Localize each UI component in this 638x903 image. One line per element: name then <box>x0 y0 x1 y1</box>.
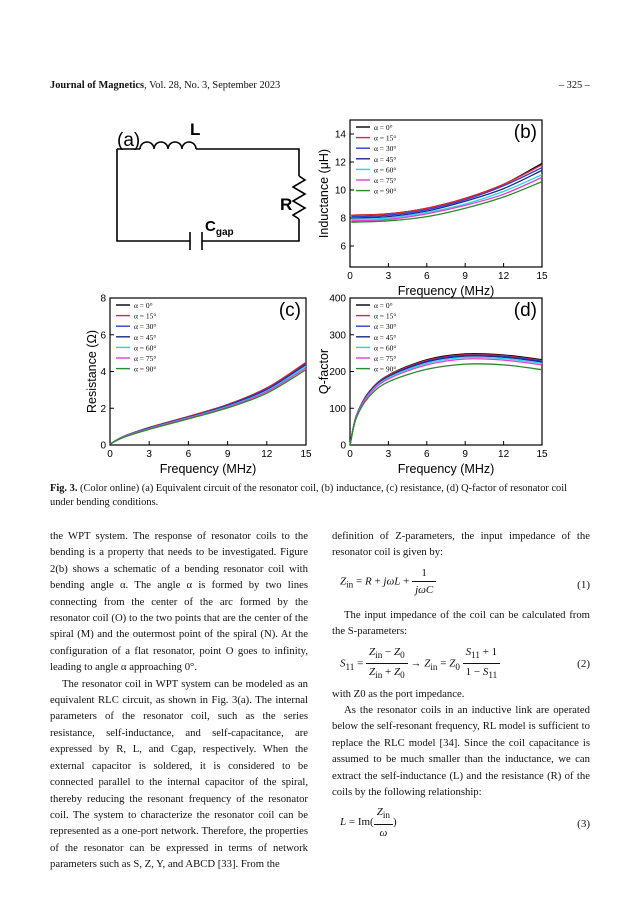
journal-details: , Vol. 28, No. 3, September 2023 <box>144 80 281 91</box>
right-column <box>332 528 590 846</box>
x-tick-label: 12 <box>498 271 510 282</box>
q-factor-panel-tag: (d) <box>513 300 537 321</box>
capacitor-label: $C_{gap}$ <box>205 218 234 238</box>
right-paragraph-4: As the resonator coils in an inductive link are operated below the self-resonant frequency, RL model is sufficient to replace the RLC model [34]. Since the coil capacitance is assumed to be much smaller than the inductance, we can extract the self-inductance (L) and the resistance (R) of the coils by the following relationship: <box>332 704 590 799</box>
figure-caption <box>50 482 590 510</box>
legend-label: α = 90° <box>374 364 397 374</box>
circuit-wire-top-right <box>196 149 299 176</box>
circuit-wire-left <box>117 149 190 241</box>
legend-label: α = 60° <box>374 165 397 175</box>
legend-label: α = 0° <box>374 301 393 310</box>
legend-label: α = 30° <box>374 322 397 332</box>
caption-label: Fig. 3. <box>50 483 78 494</box>
y-tick-label: 2 <box>100 403 106 415</box>
q-factor-series-line <box>350 364 542 445</box>
legend-label: α = 75° <box>134 354 157 363</box>
y-tick-label: 6 <box>340 241 346 253</box>
y-tick-label: 0 <box>340 440 346 452</box>
y-tick-label: 14 <box>334 129 346 141</box>
x-tick-label: 12 <box>261 449 273 460</box>
page-number: – 325 – <box>558 80 590 91</box>
x-tick-label: 15 <box>536 271 548 282</box>
inductance-y-axis-label: Inductance (μH) <box>317 148 331 239</box>
left-column <box>50 528 308 873</box>
resistor-zigzag <box>293 176 305 219</box>
x-tick-label: 9 <box>462 449 468 460</box>
equation-2: $S_{11}$ = $\frac{Z_{in} - Z_0}{Z_{in} + Z_0}$ → $Z_{in} = Z_0$ $\frac{S_{11} + 1}{1 - S_{11}}$ (2) <box>332 640 590 686</box>
legend-label: α = 90° <box>374 186 397 196</box>
right-paragraph-2: The input impedance of the coil can be calculated from the S-parameters: <box>332 608 590 638</box>
x-tick-label: 9 <box>224 449 231 460</box>
y-tick-label: 100 <box>329 403 346 415</box>
q-factor-y-axis-label: Q-factor <box>317 348 331 395</box>
y-tick-label: 4 <box>100 367 106 378</box>
q-factor-x-axis-label: Frequency (MHz) <box>397 462 495 476</box>
equation-1-number: (1) <box>577 578 590 591</box>
x-tick-label: 6 <box>424 449 430 460</box>
left-paragraph-2: The resonator coil in WPT system can be modeled as an equivalent RLC circuit, as shown in Fig. 3(a). The internal parameters of the resonator coil, such as the series resistance, self-inductance, and self-capacitance, are expressed by R, L, and Cgap, respectively. When the external capacitor is soldered, it is considered to be connected parallel to the internal capacitor of the spiral, thereby reducing the resonant frequency of the resonator coil. The system to characterize the resonator coil can be represented as a one-port network. Therefore, the properties of the resonator can be expressed in terms of network parameters such as S, Z, Y, and ABCD [33]. From the <box>50 677 308 871</box>
panel-a-tag: (a) <box>117 130 141 151</box>
x-tick-label: 9 <box>462 271 468 282</box>
legend-label: α = 60° <box>134 343 157 353</box>
x-tick-label: 0 <box>347 271 353 282</box>
y-tick-label: 8 <box>340 213 346 225</box>
right-paragraph-3: with Z0 as the port impedance. <box>332 687 465 700</box>
resistor-label: R <box>280 195 293 214</box>
y-tick-label: 6 <box>100 330 106 342</box>
resistance-y-axis-label: Resistance (Ω) <box>85 330 99 413</box>
legend-label: α = 45° <box>374 154 397 164</box>
x-tick-label: 6 <box>424 271 430 282</box>
legend-label: α = 15° <box>134 311 157 321</box>
left-paragraph-1: the WPT system. The response of resonator coils to the bending is a property that needs to be investigated. Figure 2(b) shows a schematic of a bending resonator coil with bending angle α. The angle α is formed by two lines connecting from the center of the arc formed by the resonator coil (O) to the two points that are the center of the spiral (M) and the outermost point of the spiral (N). At the configuration of a flat resonator, point O goes to infinity, leading to angle α approaching 0°. <box>50 530 308 674</box>
chart-inductance <box>317 120 548 298</box>
inductance-panel-tag: (b) <box>513 122 537 143</box>
journal-name: Journal of Magnetics <box>50 80 145 91</box>
legend-label: α = 15° <box>374 311 397 321</box>
inductance-x-axis-label: Frequency (MHz) <box>397 284 495 298</box>
x-tick-label: 3 <box>385 449 392 460</box>
inductor-coil <box>140 142 196 149</box>
y-tick-label: 400 <box>329 293 346 305</box>
resistance-panel-tag: (c) <box>278 300 301 321</box>
equation-2-number: (2) <box>577 657 590 670</box>
legend-label: α = 0° <box>374 123 393 132</box>
legend-label: α = 75° <box>374 354 397 363</box>
resistance-series-line <box>110 370 306 444</box>
resistance-x-axis-label: Frequency (MHz) <box>159 462 257 476</box>
equation-1: $Z_{in} = R + j\omega L$ + $\frac{1}{\text{jωC}}$ (1) <box>332 561 590 607</box>
x-tick-label: 3 <box>146 449 152 460</box>
x-tick-label: 0 <box>107 449 113 460</box>
chart-q-factor <box>317 294 548 477</box>
legend-label: α = 30° <box>134 322 157 332</box>
legend-label: α = 15° <box>374 133 397 143</box>
x-tick-label: 15 <box>536 449 548 460</box>
chart-resistance <box>85 294 312 477</box>
y-tick-label: 8 <box>100 293 106 305</box>
legend-label: α = 45° <box>374 332 397 342</box>
legend-label: α = 45° <box>134 332 157 342</box>
x-tick-label: 0 <box>347 449 353 460</box>
y-tick-label: 0 <box>100 440 106 452</box>
x-tick-label: 6 <box>185 449 192 460</box>
y-tick-label: 12 <box>334 157 346 169</box>
x-tick-label: 3 <box>385 271 392 282</box>
legend-label: α = 60° <box>374 343 397 353</box>
right-paragraph-1: definition of Z-parameters, the input impedance of the resonator coil is given by: <box>332 530 590 559</box>
legend-label: α = 75° <box>374 176 397 185</box>
x-tick-label: 12 <box>498 449 510 460</box>
x-tick-label: 15 <box>300 449 312 460</box>
legend-label: α = 0° <box>134 301 153 310</box>
y-tick-label: 10 <box>334 185 346 197</box>
y-tick-label: 300 <box>329 330 346 342</box>
legend-label: α = 30° <box>374 144 397 154</box>
caption-text: (Color online) (a) Equivalent circuit of the resonator coil, (b) inductance, (c) resistance, (d) Q-factor of resonator coil under bending conditions. <box>50 483 568 508</box>
inductor-label: L <box>190 120 201 139</box>
legend-label: α = 90° <box>134 364 157 374</box>
equation-3: L = Im( $\frac{Z_{in}}{\omega}$ ) (3) <box>332 800 590 846</box>
equation-3-number: (3) <box>577 818 590 831</box>
y-tick-label: 200 <box>329 367 346 378</box>
